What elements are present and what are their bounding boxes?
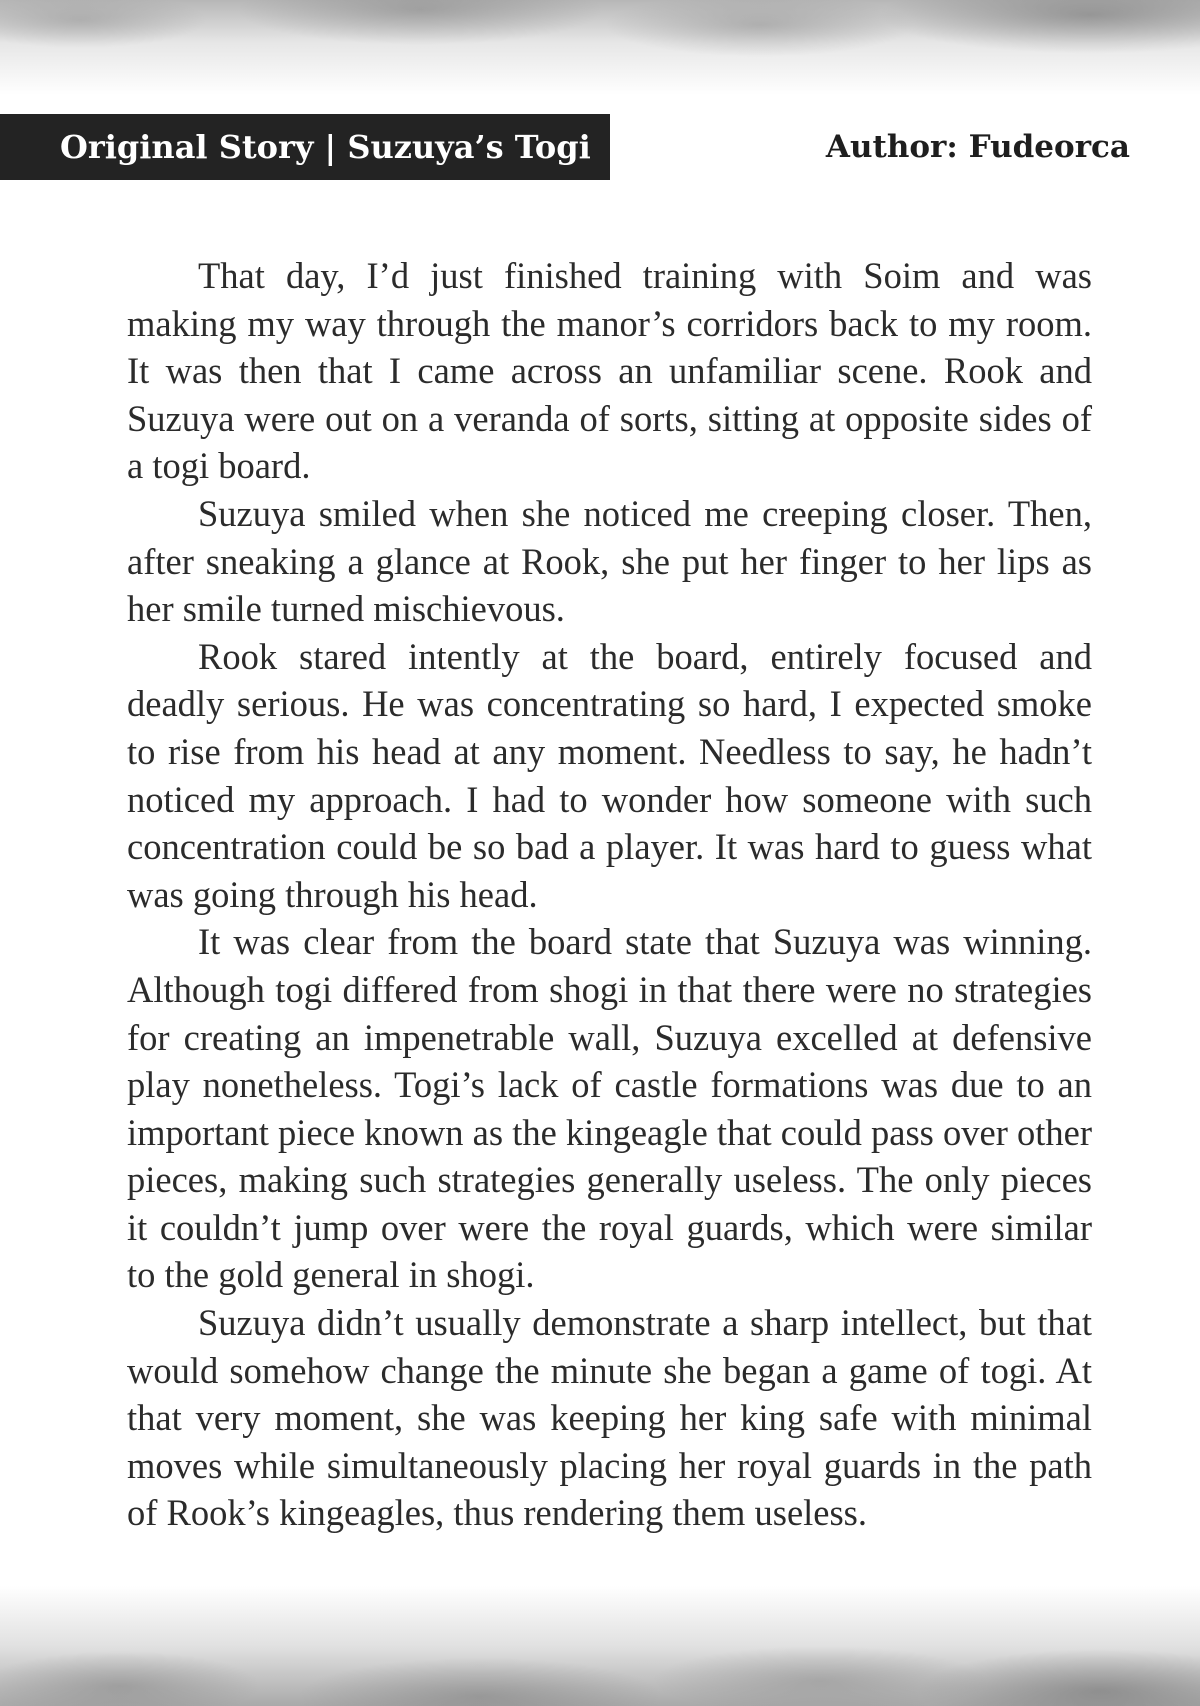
story-title: Original Story | Suzuya’s Togi <box>60 128 591 166</box>
top-texture-border <box>0 0 1200 95</box>
paragraph: That day, I’d just finished training with Soim and was making my way through the manor’s corridors back to my room. It was then that I came across an unfamiliar scene. Rook and Suzuya were out on a veranda of sorts, sitting at opposite sides of a togi board. <box>127 255 1092 487</box>
paragraph: It was clear from the board state that Suzuya was winning. Although togi differed from shogi in that there were no strategies for creating an impenetrable wall, Suzuya excelled at defensive play nonetheless. Togi’s lack of castle formations was due to an important piece known as the kingeagle that could pass over other pieces, making such strategies generally useless. The only pieces it couldn’t jump over were the royal guards, which were similar to the gold general in shogi. <box>127 921 1092 1296</box>
story-body <box>127 252 1092 1537</box>
paragraph: Suzuya didn’t usually demonstrate a sharp intellect, but that would somehow change the minute she began a game of togi. At that very moment, she was keeping her king safe with minimal moves while simultaneously placing her royal guards in the path of Rook’s kingeagles, thus rendering them useless. <box>127 1302 1092 1534</box>
paragraph: Suzuya smiled when she noticed me creeping closer. Then, after sneaking a glance at Rook, she put her finger to her lips as her smile turned mischievous. <box>127 492 1092 630</box>
author-credit: Author: Fudeorca <box>825 129 1130 165</box>
bottom-texture-border <box>0 1586 1200 1706</box>
paragraph: Rook stared intently at the board, entirely focused and deadly serious. He was concentrating so hard, I expected smoke to rise from his head at any moment. Needless to say, he hadn’t noticed my approach. I had to wonder how someone with such concentration could be so bad a player. It was hard to guess what was going through his head. <box>127 635 1092 915</box>
title-banner <box>0 114 610 180</box>
